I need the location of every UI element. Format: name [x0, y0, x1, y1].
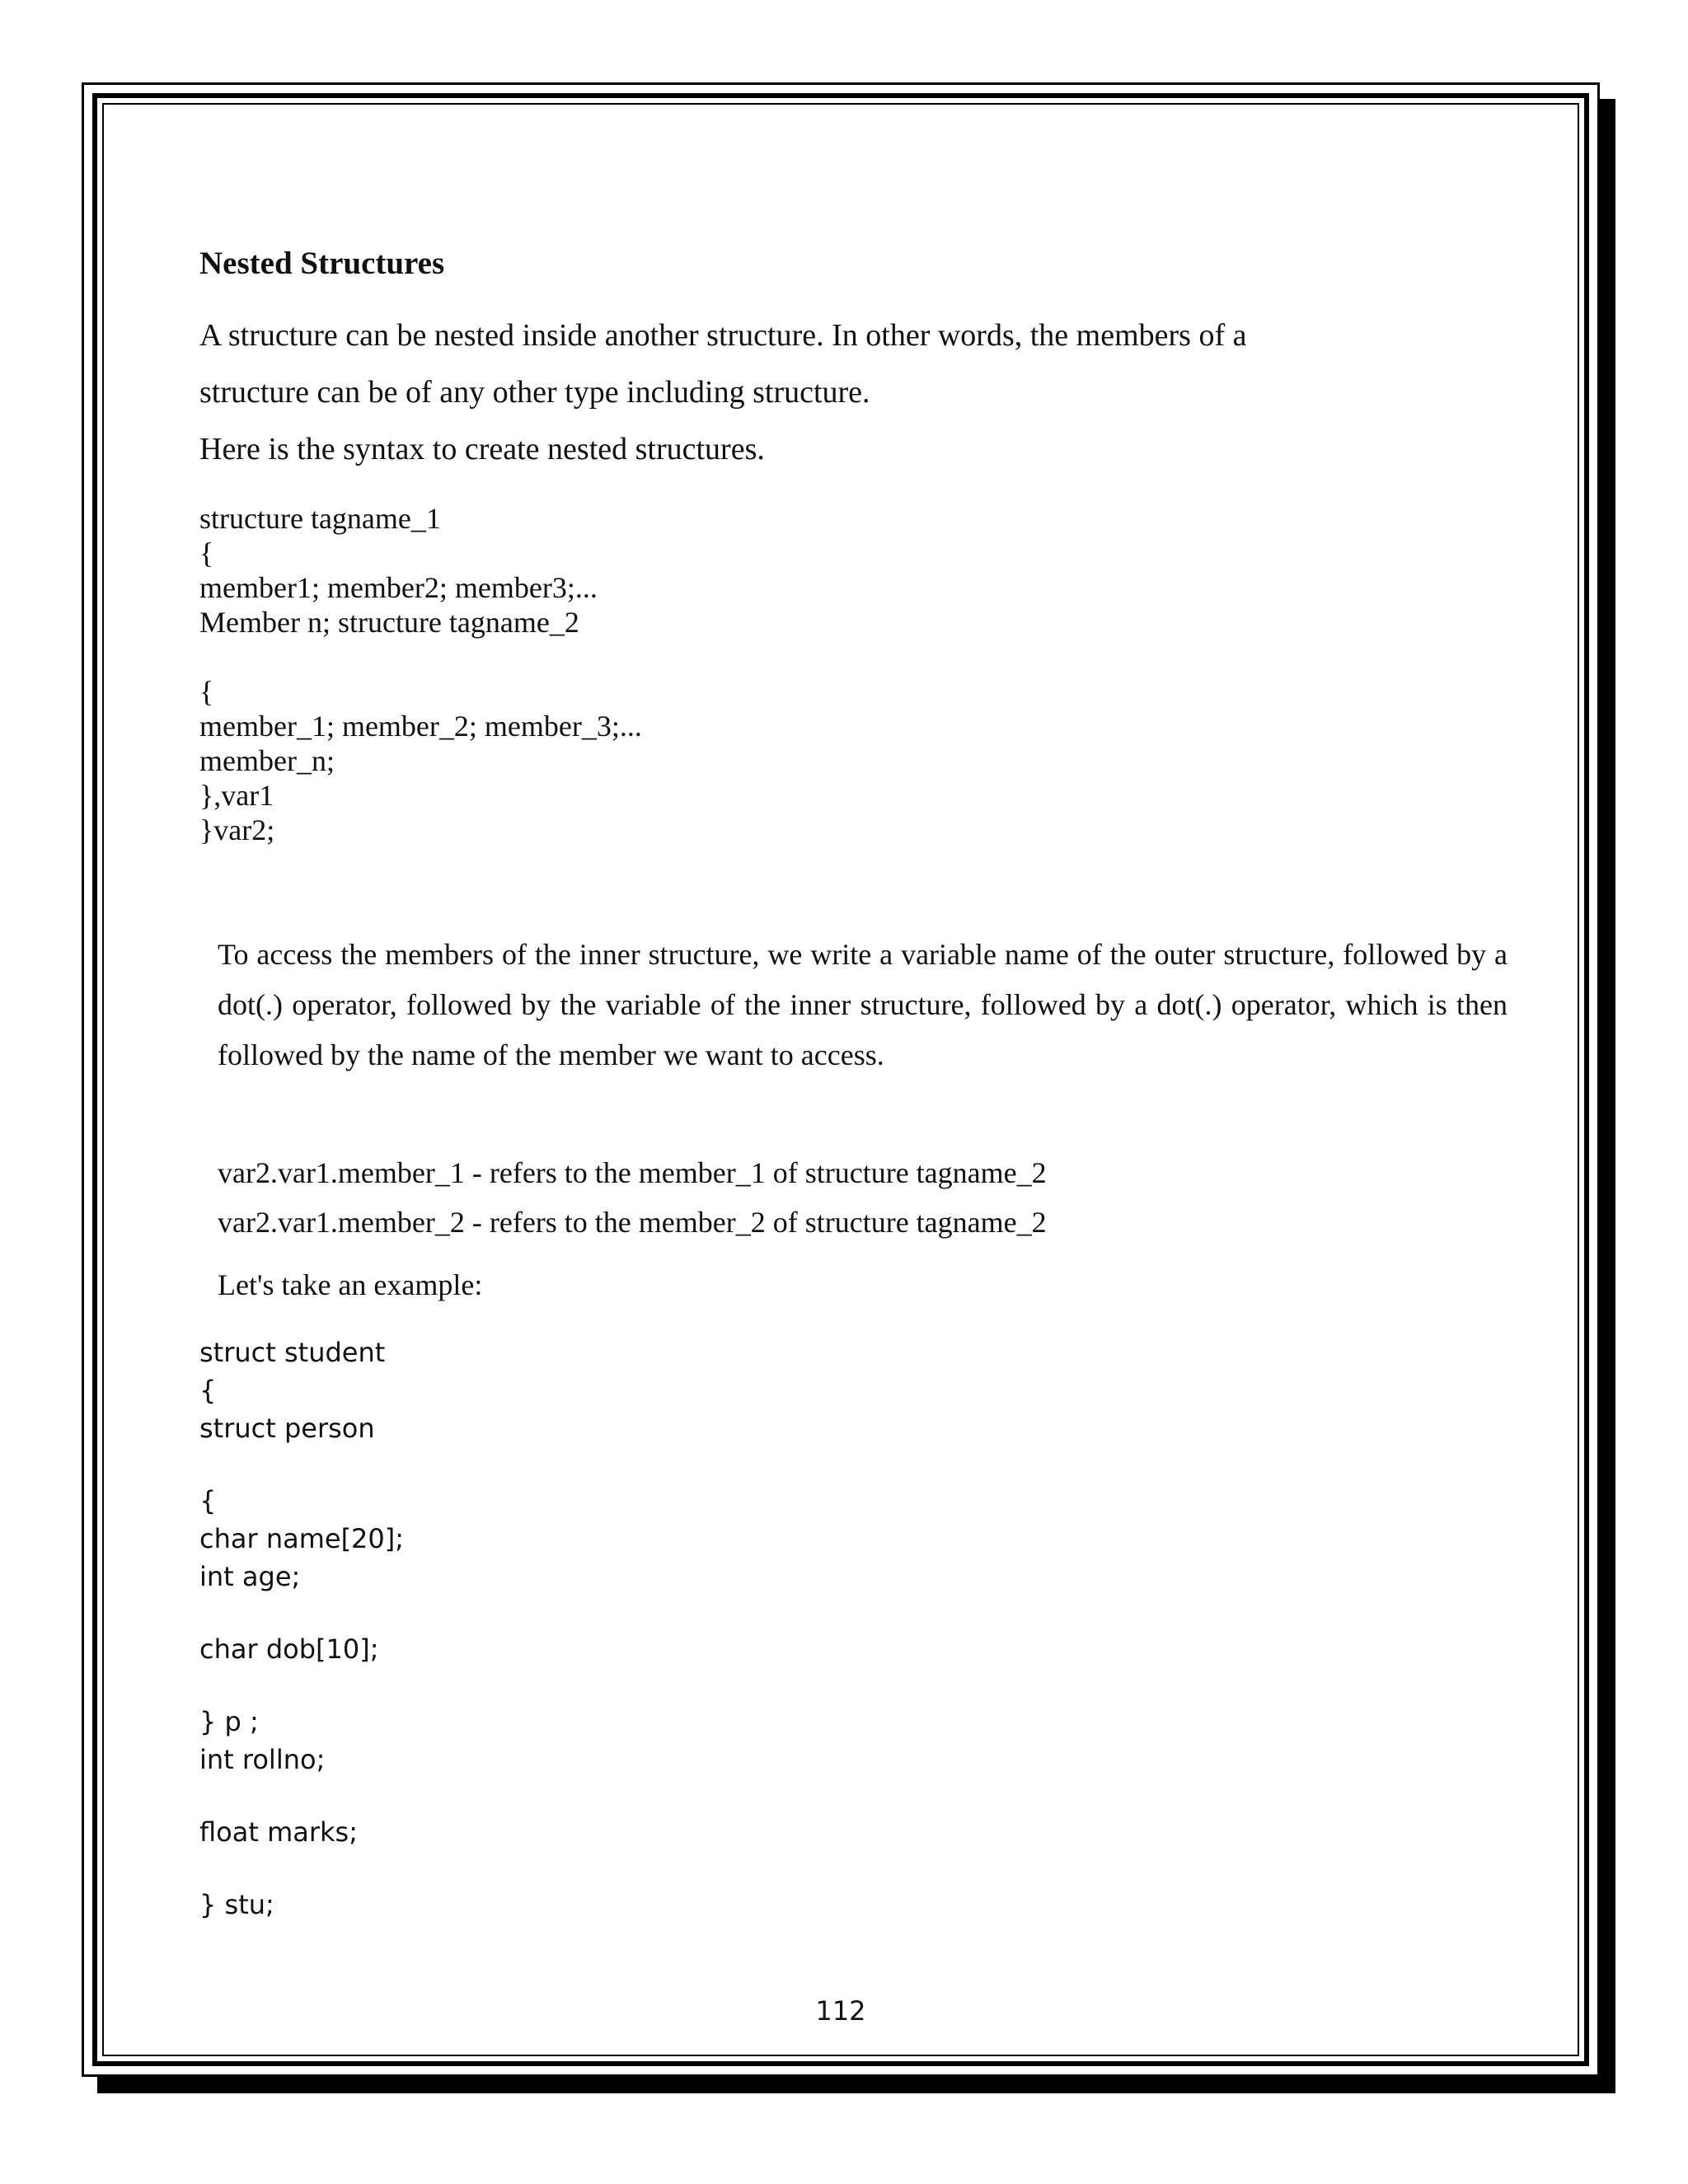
code-line: float marks; — [199, 1816, 358, 1848]
syntax-line: member1; member2; member3;... — [199, 571, 598, 604]
code-line: struct person — [199, 1413, 375, 1444]
access-paragraph: To access the members of the inner structure, we write a variable name of the outer structure, followed by a dot(.) operator, followed by the variable of the inner structure, followed by a dot(.) operator, which is then followed by the name of the member we want to access. — [218, 938, 1507, 1071]
example-label: Let's take an example: — [218, 1268, 483, 1301]
reference-line: var2.var1.member_2 - refers to the member_2 of structure tagname_2 — [218, 1206, 1047, 1239]
syntax-line: { — [199, 675, 214, 708]
page-number: 112 — [815, 1995, 866, 2027]
syntax-line: },var1 — [199, 779, 274, 812]
intro-line: A structure can be nested inside another structure. In other words, the members of a — [199, 318, 1247, 353]
code-line: char dob[10]; — [199, 1633, 379, 1665]
reference-list — [218, 1148, 1047, 1247]
code-line: { — [199, 1485, 217, 1516]
section-heading: Nested Structures — [199, 246, 445, 281]
syntax-line: Member n; structure tagname_2 — [199, 606, 579, 639]
syntax-line: member_n; — [199, 744, 335, 777]
intro-text — [199, 307, 1246, 478]
code-line: int age; — [199, 1561, 301, 1592]
code-line: { — [199, 1375, 217, 1406]
page-border — [82, 82, 1600, 2077]
page-content — [84, 85, 1597, 2074]
syntax-line: member_1; member_2; member_3;... — [199, 710, 642, 743]
syntax-block — [199, 501, 642, 847]
intro-line: Here is the syntax to create nested structures. — [199, 432, 765, 466]
reference-line: var2.var1.member_1 - refers to the member_1 of structure tagname_2 — [218, 1156, 1047, 1189]
code-line: } stu; — [199, 1889, 274, 1920]
code-line: struct student — [199, 1337, 386, 1368]
syntax-line: structure tagname_1 — [199, 502, 441, 535]
code-example — [199, 1333, 404, 1924]
syntax-line: }var2; — [199, 813, 275, 846]
intro-line: structure can be of any other type including structure. — [199, 375, 870, 410]
syntax-line: { — [199, 537, 214, 569]
code-line: } p ; — [199, 1706, 259, 1737]
code-line: char name[20]; — [199, 1523, 405, 1554]
code-line: int rollno; — [199, 1744, 326, 1775]
